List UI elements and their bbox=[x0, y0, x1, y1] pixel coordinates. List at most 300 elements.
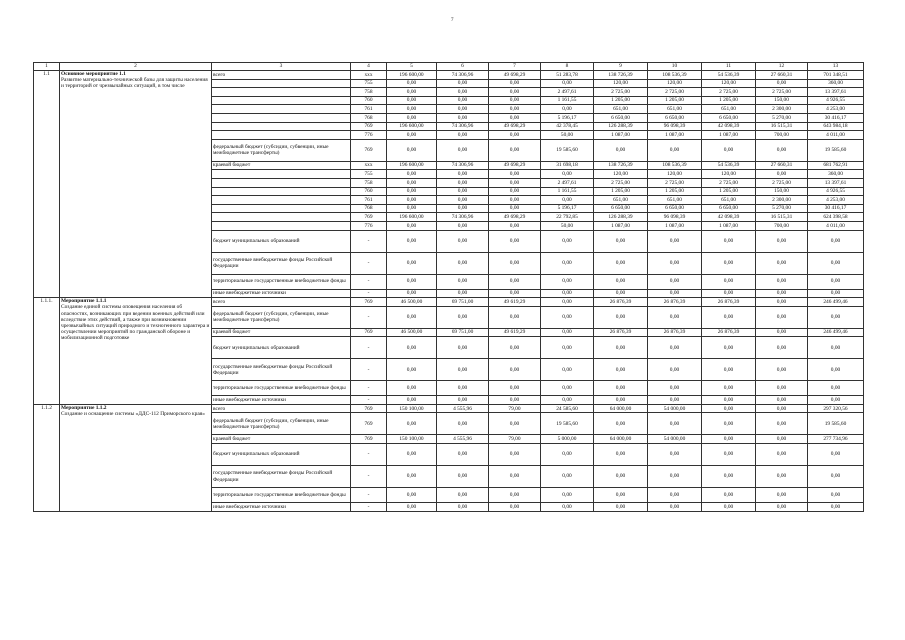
amount-cell: 0,00 bbox=[594, 359, 648, 381]
amount-cell: 0,00 bbox=[756, 170, 808, 179]
amount-cell: 1 161,55 bbox=[541, 96, 594, 105]
amount-cell: 0,00 bbox=[702, 488, 756, 503]
amount-cell: 1 205,00 bbox=[648, 187, 702, 196]
budget-code: - bbox=[351, 306, 387, 328]
amount-cell: 0,00 bbox=[387, 131, 437, 140]
amount-cell: 196 600,00 bbox=[387, 71, 437, 80]
amount-cell: 0,00 bbox=[489, 466, 541, 488]
amount-cell: 0,00 bbox=[702, 289, 756, 298]
amount-cell: 5 270,00 bbox=[756, 204, 808, 213]
amount-cell: 0,00 bbox=[489, 444, 541, 466]
column-header: 1 bbox=[34, 63, 60, 71]
amount-cell: 6 650,00 bbox=[594, 113, 648, 122]
column-header: 7 bbox=[489, 63, 541, 71]
amount-cell: 19 585,60 bbox=[541, 139, 594, 161]
item-number: 1.1.1. bbox=[34, 298, 60, 405]
amount-cell: 0,00 bbox=[437, 79, 489, 88]
amount-cell: 4 555,96 bbox=[437, 435, 489, 444]
funding-source bbox=[212, 196, 351, 205]
amount-cell: 2 725,00 bbox=[648, 88, 702, 97]
amount-cell: 2 300,00 bbox=[756, 105, 808, 114]
amount-cell: 64 000,00 bbox=[594, 404, 648, 413]
amount-cell: 0,00 bbox=[387, 96, 437, 105]
amount-cell: 0,00 bbox=[648, 503, 702, 512]
amount-cell: 0,00 bbox=[437, 196, 489, 205]
budget-code: 758 bbox=[351, 88, 387, 97]
amount-cell: 74 306,96 bbox=[437, 122, 489, 131]
amount-cell: 0,00 bbox=[756, 306, 808, 328]
column-header: 10 bbox=[648, 63, 702, 71]
funding-source: государственные внебюджетные фонды Российской Федерации bbox=[212, 252, 351, 274]
budget-code: 769 bbox=[351, 122, 387, 131]
funding-source: федеральный бюджет (субсидии, субвенции, иные межбюджетные трансферты) bbox=[212, 413, 351, 435]
amount-cell: 6 650,00 bbox=[648, 113, 702, 122]
amount-cell: 0,00 bbox=[594, 488, 648, 503]
amount-cell: 0,00 bbox=[437, 96, 489, 105]
amount-cell: 0,00 bbox=[437, 187, 489, 196]
amount-cell: 0,00 bbox=[808, 274, 864, 289]
amount-cell: 0,00 bbox=[387, 178, 437, 187]
amount-cell: 0,00 bbox=[541, 503, 594, 512]
amount-cell: 0,00 bbox=[594, 337, 648, 359]
budget-code: 768 bbox=[351, 204, 387, 213]
amount-cell: 0,00 bbox=[489, 230, 541, 252]
funding-source bbox=[212, 96, 351, 105]
item-description: Развитие материально-технической базы для защиты населения и территорий от чрезвычайных ситуаций, в том числе bbox=[61, 77, 208, 90]
amount-cell: 0,00 bbox=[489, 105, 541, 114]
amount-cell: 0,00 bbox=[756, 252, 808, 274]
amount-cell: 0,00 bbox=[489, 79, 541, 88]
amount-cell: 0,00 bbox=[437, 306, 489, 328]
budget-code: 761 bbox=[351, 196, 387, 205]
budget-code: 761 bbox=[351, 105, 387, 114]
amount-cell: 1 205,00 bbox=[594, 96, 648, 105]
funding-source: краевой бюджет bbox=[212, 328, 351, 337]
amount-cell: 42 098,39 bbox=[702, 122, 756, 131]
amount-cell: 0,00 bbox=[756, 435, 808, 444]
amount-cell: 0,00 bbox=[541, 230, 594, 252]
amount-cell: 0,00 bbox=[489, 503, 541, 512]
amount-cell: 26 876,39 bbox=[648, 328, 702, 337]
amount-cell: 0,00 bbox=[387, 204, 437, 213]
funding-source bbox=[212, 122, 351, 131]
table-row bbox=[34, 404, 864, 413]
amount-cell: 69 751,00 bbox=[437, 328, 489, 337]
budget-table bbox=[33, 62, 864, 512]
amount-cell: 297 320,56 bbox=[808, 404, 864, 413]
amount-cell: 150,00 bbox=[756, 187, 808, 196]
amount-cell: 0,00 bbox=[648, 488, 702, 503]
funding-source: иные внебюджетные источники bbox=[212, 289, 351, 298]
budget-code: - bbox=[351, 359, 387, 381]
budget-code: 769 bbox=[351, 139, 387, 161]
amount-cell: 126 288,39 bbox=[594, 213, 648, 222]
budget-code: - bbox=[351, 289, 387, 298]
amount-cell: 4 253,00 bbox=[808, 196, 864, 205]
budget-code: 760 bbox=[351, 187, 387, 196]
amount-cell: 2 725,00 bbox=[702, 178, 756, 187]
amount-cell: 0,00 bbox=[594, 413, 648, 435]
amount-cell: 13 397,61 bbox=[808, 88, 864, 97]
amount-cell: 0,00 bbox=[756, 289, 808, 298]
amount-cell: 6 650,00 bbox=[594, 204, 648, 213]
amount-cell: 150 100,00 bbox=[387, 404, 437, 413]
amount-cell: 26 876,39 bbox=[594, 298, 648, 307]
amount-cell: 138 726,39 bbox=[594, 71, 648, 80]
amount-cell: 0,00 bbox=[541, 359, 594, 381]
item-title: Основное мероприятие 1.1 bbox=[61, 71, 126, 77]
amount-cell: 54 536,39 bbox=[702, 161, 756, 170]
amount-cell: 196 600,00 bbox=[387, 161, 437, 170]
item-number: 1.1.2 bbox=[34, 404, 60, 511]
column-header: 8 bbox=[541, 63, 594, 71]
amount-cell: 0,00 bbox=[437, 503, 489, 512]
amount-cell: 1 087,00 bbox=[702, 131, 756, 140]
amount-cell: 360,00 bbox=[808, 170, 864, 179]
amount-cell: 0,00 bbox=[489, 252, 541, 274]
amount-cell: 0,00 bbox=[594, 139, 648, 161]
amount-cell: 0,00 bbox=[594, 274, 648, 289]
amount-cell: 96 098,39 bbox=[648, 122, 702, 131]
funding-source: всего bbox=[212, 404, 351, 413]
amount-cell: 0,00 bbox=[541, 298, 594, 307]
item-number: 1.1 bbox=[34, 71, 60, 298]
budget-code: 769 bbox=[351, 298, 387, 307]
amount-cell: 0,00 bbox=[387, 252, 437, 274]
amount-cell: 0,00 bbox=[756, 337, 808, 359]
amount-cell: 0,00 bbox=[756, 230, 808, 252]
amount-cell: 0,00 bbox=[702, 306, 756, 328]
amount-cell: 0,00 bbox=[437, 337, 489, 359]
amount-cell: 0,00 bbox=[437, 488, 489, 503]
amount-cell: 2 725,00 bbox=[648, 178, 702, 187]
amount-cell: 196 600,00 bbox=[387, 122, 437, 131]
amount-cell: 5 000,00 bbox=[541, 435, 594, 444]
amount-cell: 0,00 bbox=[702, 139, 756, 161]
amount-cell: 681 762,91 bbox=[808, 161, 864, 170]
funding-source bbox=[212, 170, 351, 179]
amount-cell: 0,00 bbox=[808, 396, 864, 405]
item-description-cell bbox=[60, 404, 212, 511]
budget-code: - bbox=[351, 444, 387, 466]
amount-cell: 0,00 bbox=[702, 444, 756, 466]
amount-cell: 0,00 bbox=[437, 274, 489, 289]
amount-cell: 0,00 bbox=[489, 96, 541, 105]
amount-cell: 4 011,00 bbox=[808, 221, 864, 230]
amount-cell: 1 161,55 bbox=[541, 187, 594, 196]
amount-cell: 0,00 bbox=[489, 139, 541, 161]
amount-cell: 1 087,00 bbox=[648, 131, 702, 140]
amount-cell: 0,00 bbox=[756, 328, 808, 337]
budget-code: 769 bbox=[351, 404, 387, 413]
amount-cell: 69 751,00 bbox=[437, 298, 489, 307]
amount-cell: 0,00 bbox=[541, 289, 594, 298]
funding-source: государственные внебюджетные фонды Российской Федерации bbox=[212, 359, 351, 381]
amount-cell: 700,00 bbox=[756, 221, 808, 230]
amount-cell: 0,00 bbox=[808, 359, 864, 381]
budget-code: 758 bbox=[351, 178, 387, 187]
amount-cell: 49 619,29 bbox=[489, 328, 541, 337]
amount-cell: 0,00 bbox=[489, 381, 541, 396]
amount-cell: 0,00 bbox=[489, 337, 541, 359]
funding-source: иные внебюджетные источники bbox=[212, 503, 351, 512]
funding-source: территориальные государственные внебюджетные фонды bbox=[212, 488, 351, 503]
budget-code: 776 bbox=[351, 131, 387, 140]
amount-cell: 0,00 bbox=[437, 105, 489, 114]
amount-cell: 19 585,60 bbox=[808, 413, 864, 435]
amount-cell: 4 926,55 bbox=[808, 187, 864, 196]
budget-code: - bbox=[351, 252, 387, 274]
amount-cell: 0,00 bbox=[808, 289, 864, 298]
amount-cell: 30 416,17 bbox=[808, 113, 864, 122]
amount-cell: 0,00 bbox=[702, 274, 756, 289]
amount-cell: 0,00 bbox=[756, 466, 808, 488]
amount-cell: 0,00 bbox=[489, 113, 541, 122]
amount-cell: 27 660,31 bbox=[756, 71, 808, 80]
amount-cell: 0,00 bbox=[387, 359, 437, 381]
amount-cell: 49 698,29 bbox=[489, 161, 541, 170]
amount-cell: 0,00 bbox=[489, 204, 541, 213]
amount-cell: 0,00 bbox=[387, 170, 437, 179]
amount-cell: 246 499,46 bbox=[808, 298, 864, 307]
amount-cell: 2 497,61 bbox=[541, 178, 594, 187]
amount-cell: 31 698,18 bbox=[541, 161, 594, 170]
amount-cell: 120,00 bbox=[702, 79, 756, 88]
amount-cell: 4 555,96 bbox=[437, 404, 489, 413]
amount-cell: 0,00 bbox=[437, 113, 489, 122]
amount-cell: 0,00 bbox=[702, 359, 756, 381]
amount-cell: 120,00 bbox=[648, 170, 702, 179]
amount-cell: 120,00 bbox=[702, 170, 756, 179]
amount-cell: 0,00 bbox=[594, 306, 648, 328]
funding-source: федеральный бюджет (субсидии, субвенции, иные межбюджетные трансферты) bbox=[212, 306, 351, 328]
amount-cell: 0,00 bbox=[594, 230, 648, 252]
amount-cell: 6 650,00 bbox=[648, 204, 702, 213]
amount-cell: 360,00 bbox=[808, 79, 864, 88]
amount-cell: 79,00 bbox=[489, 404, 541, 413]
amount-cell: 701 348,51 bbox=[808, 71, 864, 80]
amount-cell: 0,00 bbox=[437, 178, 489, 187]
amount-cell: 49 619,29 bbox=[489, 298, 541, 307]
amount-cell: 0,00 bbox=[387, 306, 437, 328]
header-row bbox=[34, 63, 864, 71]
amount-cell: 2 725,00 bbox=[702, 88, 756, 97]
amount-cell: 0,00 bbox=[437, 466, 489, 488]
amount-cell: 24 585,60 bbox=[541, 404, 594, 413]
amount-cell: 643 984,18 bbox=[808, 122, 864, 131]
amount-cell: 26 876,39 bbox=[594, 328, 648, 337]
amount-cell: 0,00 bbox=[808, 306, 864, 328]
amount-cell: 0,00 bbox=[648, 466, 702, 488]
amount-cell: 0,00 bbox=[437, 131, 489, 140]
budget-code: - bbox=[351, 488, 387, 503]
amount-cell: 0,00 bbox=[387, 413, 437, 435]
budget-code: 768 bbox=[351, 113, 387, 122]
column-header: 11 bbox=[702, 63, 756, 71]
amount-cell: 0,00 bbox=[387, 466, 437, 488]
amount-cell: 0,00 bbox=[756, 413, 808, 435]
amount-cell: 51 283,78 bbox=[541, 71, 594, 80]
amount-cell: 5 196,17 bbox=[541, 204, 594, 213]
amount-cell: 0,00 bbox=[648, 396, 702, 405]
budget-code: 769 bbox=[351, 328, 387, 337]
amount-cell: 0,00 bbox=[648, 381, 702, 396]
amount-cell: 0,00 bbox=[541, 466, 594, 488]
amount-cell: 0,00 bbox=[756, 396, 808, 405]
item-title: Мероприятие 1.1.1 bbox=[61, 298, 107, 305]
amount-cell: 651,00 bbox=[702, 105, 756, 114]
amount-cell: 108 536,39 bbox=[648, 161, 702, 170]
amount-cell: 0,00 bbox=[594, 396, 648, 405]
amount-cell: 0,00 bbox=[702, 230, 756, 252]
funding-source: бюджет муниципальных образований bbox=[212, 230, 351, 252]
amount-cell: 0,00 bbox=[437, 204, 489, 213]
amount-cell: 0,00 bbox=[387, 289, 437, 298]
amount-cell: 0,00 bbox=[756, 404, 808, 413]
table-row bbox=[34, 71, 864, 80]
item-title: Мероприятие 1.1.2 bbox=[61, 404, 107, 411]
amount-cell: 0,00 bbox=[808, 488, 864, 503]
amount-cell: 0,00 bbox=[387, 113, 437, 122]
amount-cell: 0,00 bbox=[387, 488, 437, 503]
amount-cell: 22 792,85 bbox=[541, 213, 594, 222]
amount-cell: 0,00 bbox=[541, 274, 594, 289]
amount-cell: 1 205,00 bbox=[648, 96, 702, 105]
amount-cell: 0,00 bbox=[756, 444, 808, 466]
column-header: 4 bbox=[351, 63, 387, 71]
amount-cell: 0,00 bbox=[648, 139, 702, 161]
amount-cell: 0,00 bbox=[437, 444, 489, 466]
amount-cell: 0,00 bbox=[387, 274, 437, 289]
funding-source: территориальные государственные внебюджетные фонды bbox=[212, 274, 351, 289]
amount-cell: 54 000,00 bbox=[648, 435, 702, 444]
amount-cell: 651,00 bbox=[702, 196, 756, 205]
amount-cell: 651,00 bbox=[648, 105, 702, 114]
budget-code: 755 bbox=[351, 79, 387, 88]
amount-cell: 1 087,00 bbox=[702, 221, 756, 230]
amount-cell: 0,00 bbox=[387, 187, 437, 196]
funding-source: всего bbox=[212, 71, 351, 80]
funding-source bbox=[212, 113, 351, 122]
amount-cell: 0,00 bbox=[756, 488, 808, 503]
amount-cell: 0,00 bbox=[648, 444, 702, 466]
column-header: 2 bbox=[60, 63, 212, 71]
amount-cell: 0,00 bbox=[437, 88, 489, 97]
amount-cell: 0,00 bbox=[808, 503, 864, 512]
funding-source bbox=[212, 105, 351, 114]
amount-cell: 0,00 bbox=[437, 359, 489, 381]
amount-cell: 2 497,61 bbox=[541, 88, 594, 97]
amount-cell: 13 397,61 bbox=[808, 178, 864, 187]
amount-cell: 0,00 bbox=[648, 413, 702, 435]
amount-cell: 54 536,39 bbox=[702, 71, 756, 80]
amount-cell: 120,00 bbox=[648, 79, 702, 88]
funding-source: краевой бюджет bbox=[212, 435, 351, 444]
amount-cell: 0,00 bbox=[648, 359, 702, 381]
amount-cell: 0,00 bbox=[489, 187, 541, 196]
amount-cell: 0,00 bbox=[387, 230, 437, 252]
amount-cell: 5 196,17 bbox=[541, 113, 594, 122]
amount-cell: 19 585,60 bbox=[541, 413, 594, 435]
amount-cell: 26 876,39 bbox=[702, 328, 756, 337]
funding-source: краевой бюджет bbox=[212, 161, 351, 170]
amount-cell: 0,00 bbox=[437, 252, 489, 274]
amount-cell: 0,00 bbox=[594, 289, 648, 298]
amount-cell: 120,00 bbox=[594, 79, 648, 88]
funding-source bbox=[212, 221, 351, 230]
amount-cell: 0,00 bbox=[489, 274, 541, 289]
amount-cell: 0,00 bbox=[541, 337, 594, 359]
funding-source bbox=[212, 88, 351, 97]
amount-cell: 0,00 bbox=[437, 413, 489, 435]
amount-cell: 0,00 bbox=[489, 396, 541, 405]
amount-cell: 26 876,39 bbox=[648, 298, 702, 307]
amount-cell: 16 515,31 bbox=[756, 122, 808, 131]
amount-cell: 0,00 bbox=[594, 466, 648, 488]
amount-cell: 42 378,45 bbox=[541, 122, 594, 131]
amount-cell: 2 725,00 bbox=[594, 178, 648, 187]
amount-cell: 2 300,00 bbox=[756, 196, 808, 205]
amount-cell: 0,00 bbox=[594, 444, 648, 466]
budget-code: - bbox=[351, 466, 387, 488]
amount-cell: 0,00 bbox=[489, 88, 541, 97]
amount-cell: 0,00 bbox=[489, 359, 541, 381]
budget-code: 769 bbox=[351, 213, 387, 222]
amount-cell: 0,00 bbox=[756, 274, 808, 289]
amount-cell: 0,00 bbox=[541, 381, 594, 396]
budget-code: ххх bbox=[351, 161, 387, 170]
amount-cell: 54 000,00 bbox=[648, 404, 702, 413]
amount-cell: 74 306,96 bbox=[437, 213, 489, 222]
amount-cell: 74 306,96 bbox=[437, 161, 489, 170]
amount-cell: 49 698,29 bbox=[489, 71, 541, 80]
amount-cell: 2 725,00 bbox=[756, 88, 808, 97]
budget-code: - bbox=[351, 381, 387, 396]
amount-cell: 0,00 bbox=[594, 503, 648, 512]
amount-cell: 0,00 bbox=[756, 503, 808, 512]
funding-source: федеральный бюджет (субсидии, субвенции, иные межбюджетные трансферты) bbox=[212, 139, 351, 161]
amount-cell: 49 698,29 bbox=[489, 213, 541, 222]
amount-cell: 126 288,39 bbox=[594, 122, 648, 131]
amount-cell: 120,00 bbox=[594, 170, 648, 179]
amount-cell: 0,00 bbox=[648, 274, 702, 289]
amount-cell: 0,00 bbox=[702, 503, 756, 512]
amount-cell: 42 098,39 bbox=[702, 213, 756, 222]
amount-cell: 0,00 bbox=[437, 221, 489, 230]
table-row bbox=[34, 298, 864, 307]
amount-cell: 0,00 bbox=[808, 337, 864, 359]
amount-cell: 0,00 bbox=[489, 221, 541, 230]
amount-cell: 5 270,00 bbox=[756, 113, 808, 122]
amount-cell: 0,00 bbox=[489, 131, 541, 140]
amount-cell: 0,00 bbox=[489, 289, 541, 298]
amount-cell: 0,00 bbox=[702, 396, 756, 405]
amount-cell: 0,00 bbox=[387, 381, 437, 396]
amount-cell: 0,00 bbox=[541, 105, 594, 114]
funding-source bbox=[212, 213, 351, 222]
amount-cell: 0,00 bbox=[702, 435, 756, 444]
column-header: 5 bbox=[387, 63, 437, 71]
amount-cell: 0,00 bbox=[541, 396, 594, 405]
amount-cell: 0,00 bbox=[648, 230, 702, 252]
amount-cell: 0,00 bbox=[437, 396, 489, 405]
amount-cell: 277 734,96 bbox=[808, 435, 864, 444]
amount-cell: 0,00 bbox=[594, 252, 648, 274]
amount-cell: 50,00 bbox=[541, 131, 594, 140]
amount-cell: 0,00 bbox=[808, 230, 864, 252]
amount-cell: 49 698,29 bbox=[489, 122, 541, 131]
amount-cell: 0,00 bbox=[489, 488, 541, 503]
